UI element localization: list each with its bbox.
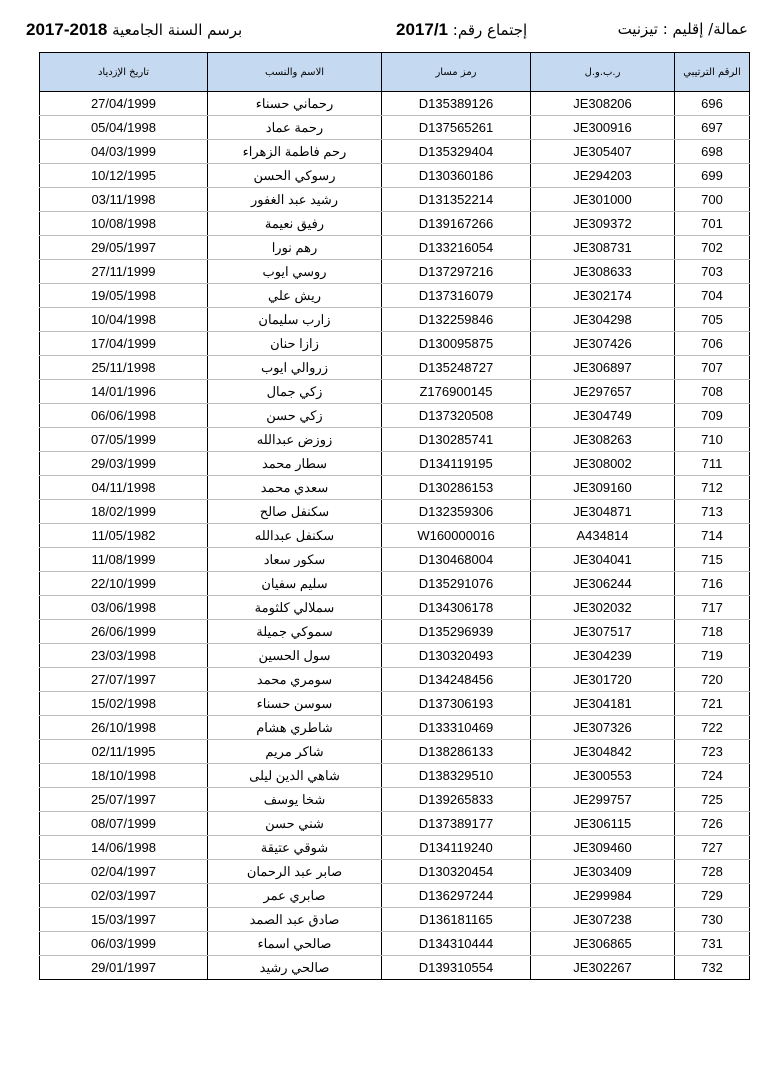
cell-massar: D139265833	[382, 788, 531, 812]
cell-massar: D134119195	[382, 452, 531, 476]
cell-serial: 728	[675, 860, 750, 884]
table-row	[40, 212, 750, 236]
cell-massar: D136297244	[382, 884, 531, 908]
cell-massar: D130468004	[382, 548, 531, 572]
cell-massar: D134310444	[382, 932, 531, 956]
cell-birth-date: 06/03/1999	[40, 932, 208, 956]
table-row	[40, 356, 750, 380]
meeting-info	[396, 20, 527, 40]
cell-cnie: JE308731	[531, 236, 675, 260]
cell-cnie: JE301720	[531, 668, 675, 692]
table-row	[40, 404, 750, 428]
cell-cnie: JE304181	[531, 692, 675, 716]
cell-name: شاهي الدين ليلى	[208, 764, 382, 788]
col-header-name: الاسم والنسب	[208, 53, 382, 92]
cell-massar: D134248456	[382, 668, 531, 692]
cell-massar: Z176900145	[382, 380, 531, 404]
cell-massar: D135389126	[382, 92, 531, 116]
cell-serial: 703	[675, 260, 750, 284]
cell-birth-date: 04/03/1999	[40, 140, 208, 164]
cell-massar: D135248727	[382, 356, 531, 380]
table-row	[40, 620, 750, 644]
cell-cnie: A434814	[531, 524, 675, 548]
cell-massar: D137297216	[382, 260, 531, 284]
cell-birth-date: 14/01/1996	[40, 380, 208, 404]
cell-massar: D135291076	[382, 572, 531, 596]
cell-cnie: JE302267	[531, 956, 675, 980]
cell-massar: D133310469	[382, 716, 531, 740]
table-row	[40, 476, 750, 500]
cell-birth-date: 11/05/1982	[40, 524, 208, 548]
cell-serial: 719	[675, 644, 750, 668]
cell-serial: 706	[675, 332, 750, 356]
cell-cnie: JE309372	[531, 212, 675, 236]
cell-name: صابري عمر	[208, 884, 382, 908]
cell-name: زكي حسن	[208, 404, 382, 428]
cell-massar: D130285741	[382, 428, 531, 452]
cell-birth-date: 03/11/1998	[40, 188, 208, 212]
cell-cnie: JE304041	[531, 548, 675, 572]
cell-serial: 712	[675, 476, 750, 500]
cell-massar: D130320454	[382, 860, 531, 884]
cell-name: زارب سليمان	[208, 308, 382, 332]
cell-birth-date: 15/03/1997	[40, 908, 208, 932]
cell-serial: 696	[675, 92, 750, 116]
cell-massar: D137316079	[382, 284, 531, 308]
students-table	[39, 52, 750, 980]
col-header-serial: الرقم الترتيبي	[675, 53, 750, 92]
cell-name: رحمة عماد	[208, 116, 382, 140]
cell-birth-date: 27/04/1999	[40, 92, 208, 116]
table-row	[40, 260, 750, 284]
cell-name: زكي جمال	[208, 380, 382, 404]
cell-serial: 707	[675, 356, 750, 380]
table-row	[40, 236, 750, 260]
cell-birth-date: 06/06/1998	[40, 404, 208, 428]
cell-cnie: JE305407	[531, 140, 675, 164]
cell-birth-date: 03/06/1998	[40, 596, 208, 620]
cell-name: رحم فاطمة الزهراء	[208, 140, 382, 164]
cell-birth-date: 10/04/1998	[40, 308, 208, 332]
cell-massar: D137320508	[382, 404, 531, 428]
cell-birth-date: 18/02/1999	[40, 500, 208, 524]
cell-name: سعدي محمد	[208, 476, 382, 500]
table-row	[40, 116, 750, 140]
table-row	[40, 524, 750, 548]
meeting-label: إجتماع رقم:	[452, 21, 528, 39]
cell-name: رهم نورا	[208, 236, 382, 260]
cell-name: سملالي كلثومة	[208, 596, 382, 620]
cell-cnie: JE303409	[531, 860, 675, 884]
cell-birth-date: 29/03/1999	[40, 452, 208, 476]
cell-serial: 723	[675, 740, 750, 764]
cell-massar: D130095875	[382, 332, 531, 356]
cell-name: سموكي جميلة	[208, 620, 382, 644]
cell-birth-date: 11/08/1999	[40, 548, 208, 572]
cell-cnie: JE300916	[531, 116, 675, 140]
table-row	[40, 572, 750, 596]
cell-birth-date: 02/03/1997	[40, 884, 208, 908]
cell-cnie: JE302174	[531, 284, 675, 308]
cell-birth-date: 15/02/1998	[40, 692, 208, 716]
cell-cnie: JE308633	[531, 260, 675, 284]
cell-massar: D135296939	[382, 620, 531, 644]
table-row	[40, 164, 750, 188]
cell-birth-date: 05/04/1998	[40, 116, 208, 140]
cell-name: صالحي اسماء	[208, 932, 382, 956]
cell-massar: D132259846	[382, 308, 531, 332]
cell-name: سطار محمد	[208, 452, 382, 476]
cell-birth-date: 10/08/1998	[40, 212, 208, 236]
cell-name: صالحي رشيد	[208, 956, 382, 980]
cell-birth-date: 27/07/1997	[40, 668, 208, 692]
cell-massar: D138329510	[382, 764, 531, 788]
cell-cnie: JE308263	[531, 428, 675, 452]
cell-name: شني حسن	[208, 812, 382, 836]
cell-name: سول الحسين	[208, 644, 382, 668]
cell-cnie: JE304871	[531, 500, 675, 524]
cell-cnie: JE308002	[531, 452, 675, 476]
table-row	[40, 956, 750, 980]
cell-cnie: JE304842	[531, 740, 675, 764]
cell-massar: D132359306	[382, 500, 531, 524]
cell-name: رحماني حسناء	[208, 92, 382, 116]
cell-name: رفيق نعيمة	[208, 212, 382, 236]
cell-cnie: JE294203	[531, 164, 675, 188]
cell-birth-date: 17/04/1999	[40, 332, 208, 356]
table-row	[40, 188, 750, 212]
cell-name: زروالي ايوب	[208, 356, 382, 380]
table-row	[40, 860, 750, 884]
cell-serial: 729	[675, 884, 750, 908]
cell-massar: D133216054	[382, 236, 531, 260]
cell-cnie: JE306115	[531, 812, 675, 836]
cell-serial: 721	[675, 692, 750, 716]
cell-cnie: JE309160	[531, 476, 675, 500]
cell-cnie: JE308206	[531, 92, 675, 116]
cell-name: سوسن حسناء	[208, 692, 382, 716]
cell-massar: D138286133	[382, 740, 531, 764]
table-row	[40, 332, 750, 356]
cell-serial: 708	[675, 380, 750, 404]
cell-massar: D137565261	[382, 116, 531, 140]
meeting-number: 2017/1	[396, 20, 448, 39]
cell-name: سومري محمد	[208, 668, 382, 692]
table-row	[40, 716, 750, 740]
cell-cnie: JE306244	[531, 572, 675, 596]
table-row	[40, 836, 750, 860]
cell-name: شاطري هشام	[208, 716, 382, 740]
cell-cnie: JE306865	[531, 932, 675, 956]
cell-serial: 697	[675, 116, 750, 140]
cell-serial: 724	[675, 764, 750, 788]
table-row	[40, 908, 750, 932]
cell-massar: D134119240	[382, 836, 531, 860]
cell-serial: 704	[675, 284, 750, 308]
cell-name: روسي ايوب	[208, 260, 382, 284]
cell-serial: 722	[675, 716, 750, 740]
cell-birth-date: 02/11/1995	[40, 740, 208, 764]
cell-serial: 718	[675, 620, 750, 644]
table-row	[40, 740, 750, 764]
table-row	[40, 500, 750, 524]
cell-serial: 714	[675, 524, 750, 548]
cell-birth-date: 27/11/1999	[40, 260, 208, 284]
col-header-birth-date: تاريخ الإزدياد	[40, 53, 208, 92]
col-header-cnie: ر.ب.و.ل	[531, 53, 675, 92]
cell-birth-date: 23/03/1998	[40, 644, 208, 668]
cell-serial: 727	[675, 836, 750, 860]
cell-massar: D134306178	[382, 596, 531, 620]
table-row	[40, 692, 750, 716]
cell-massar: D137306193	[382, 692, 531, 716]
cell-birth-date: 25/07/1997	[40, 788, 208, 812]
cell-name: شوقي عتيقة	[208, 836, 382, 860]
cell-serial: 715	[675, 548, 750, 572]
cell-serial: 698	[675, 140, 750, 164]
table-row	[40, 884, 750, 908]
cell-name: شاكر مريم	[208, 740, 382, 764]
table-body	[40, 92, 750, 980]
cell-cnie: JE306897	[531, 356, 675, 380]
cell-cnie: JE299757	[531, 788, 675, 812]
cell-birth-date: 10/12/1995	[40, 164, 208, 188]
cell-massar: D131352214	[382, 188, 531, 212]
year-label: برسم السنة الجامعية	[112, 21, 243, 39]
cell-serial: 720	[675, 668, 750, 692]
cell-name: صادق عبد الصمد	[208, 908, 382, 932]
academic-year	[26, 20, 242, 40]
cell-birth-date: 18/10/1998	[40, 764, 208, 788]
cell-birth-date: 22/10/1999	[40, 572, 208, 596]
cell-birth-date: 08/07/1999	[40, 812, 208, 836]
table-row	[40, 596, 750, 620]
table-row	[40, 932, 750, 956]
cell-cnie: JE304298	[531, 308, 675, 332]
cell-birth-date: 26/06/1999	[40, 620, 208, 644]
table-row	[40, 92, 750, 116]
cell-serial: 716	[675, 572, 750, 596]
table-row	[40, 284, 750, 308]
cell-massar: W160000016	[382, 524, 531, 548]
table-row	[40, 140, 750, 164]
table-row	[40, 548, 750, 572]
cell-cnie: JE302032	[531, 596, 675, 620]
table-row	[40, 452, 750, 476]
cell-massar: D139310554	[382, 956, 531, 980]
cell-serial: 732	[675, 956, 750, 980]
cell-name: ريش علي	[208, 284, 382, 308]
table-row	[40, 668, 750, 692]
cell-serial: 713	[675, 500, 750, 524]
cell-birth-date: 14/06/1998	[40, 836, 208, 860]
cell-name: سكنفل عبدالله	[208, 524, 382, 548]
cell-birth-date: 25/11/1998	[40, 356, 208, 380]
table-row	[40, 380, 750, 404]
cell-massar: D130360186	[382, 164, 531, 188]
cell-serial: 699	[675, 164, 750, 188]
cell-birth-date: 29/05/1997	[40, 236, 208, 260]
cell-name: سكور سعاد	[208, 548, 382, 572]
cell-serial: 726	[675, 812, 750, 836]
cell-cnie: JE300553	[531, 764, 675, 788]
cell-cnie: JE307326	[531, 716, 675, 740]
cell-name: رشيد عبد الغفور	[208, 188, 382, 212]
cell-massar: D136181165	[382, 908, 531, 932]
cell-name: رسوكي الحسن	[208, 164, 382, 188]
cell-massar: D130286153	[382, 476, 531, 500]
cell-serial: 725	[675, 788, 750, 812]
cell-cnie: JE304239	[531, 644, 675, 668]
cell-birth-date: 29/01/1997	[40, 956, 208, 980]
year-value: 2018-2017	[26, 20, 108, 39]
cell-massar: D137389177	[382, 812, 531, 836]
cell-cnie: JE297657	[531, 380, 675, 404]
page-header	[26, 20, 748, 48]
cell-birth-date: 19/05/1998	[40, 284, 208, 308]
cell-serial: 700	[675, 188, 750, 212]
cell-birth-date: 04/11/1998	[40, 476, 208, 500]
cell-name: صابر عبد الرحمان	[208, 860, 382, 884]
cell-name: شخا يوسف	[208, 788, 382, 812]
cell-massar: D135329404	[382, 140, 531, 164]
cell-serial: 702	[675, 236, 750, 260]
table-row	[40, 428, 750, 452]
cell-name: زازا حنان	[208, 332, 382, 356]
cell-serial: 731	[675, 932, 750, 956]
table-row	[40, 812, 750, 836]
cell-serial: 730	[675, 908, 750, 932]
cell-serial: 717	[675, 596, 750, 620]
cell-cnie: JE307238	[531, 908, 675, 932]
cell-serial: 711	[675, 452, 750, 476]
cell-name: سليم سفيان	[208, 572, 382, 596]
table-header-row	[40, 53, 750, 92]
table-row	[40, 644, 750, 668]
table-row	[40, 308, 750, 332]
cell-serial: 705	[675, 308, 750, 332]
cell-serial: 701	[675, 212, 750, 236]
cell-massar: D139167266	[382, 212, 531, 236]
cell-name: سكنفل صالح	[208, 500, 382, 524]
cell-serial: 709	[675, 404, 750, 428]
cell-cnie: JE307426	[531, 332, 675, 356]
cell-serial: 710	[675, 428, 750, 452]
cell-cnie: JE301000	[531, 188, 675, 212]
cell-birth-date: 26/10/1998	[40, 716, 208, 740]
cell-birth-date: 02/04/1997	[40, 860, 208, 884]
cell-cnie: JE309460	[531, 836, 675, 860]
province-label: عمالة/ إقليم : تيزنيت	[617, 20, 748, 38]
cell-cnie: JE307517	[531, 620, 675, 644]
table-row	[40, 788, 750, 812]
table-row	[40, 764, 750, 788]
col-header-massar: رمز مسار	[382, 53, 531, 92]
cell-name: زوزض عبدالله	[208, 428, 382, 452]
cell-cnie: JE299984	[531, 884, 675, 908]
cell-cnie: JE304749	[531, 404, 675, 428]
cell-massar: D130320493	[382, 644, 531, 668]
cell-birth-date: 07/05/1999	[40, 428, 208, 452]
